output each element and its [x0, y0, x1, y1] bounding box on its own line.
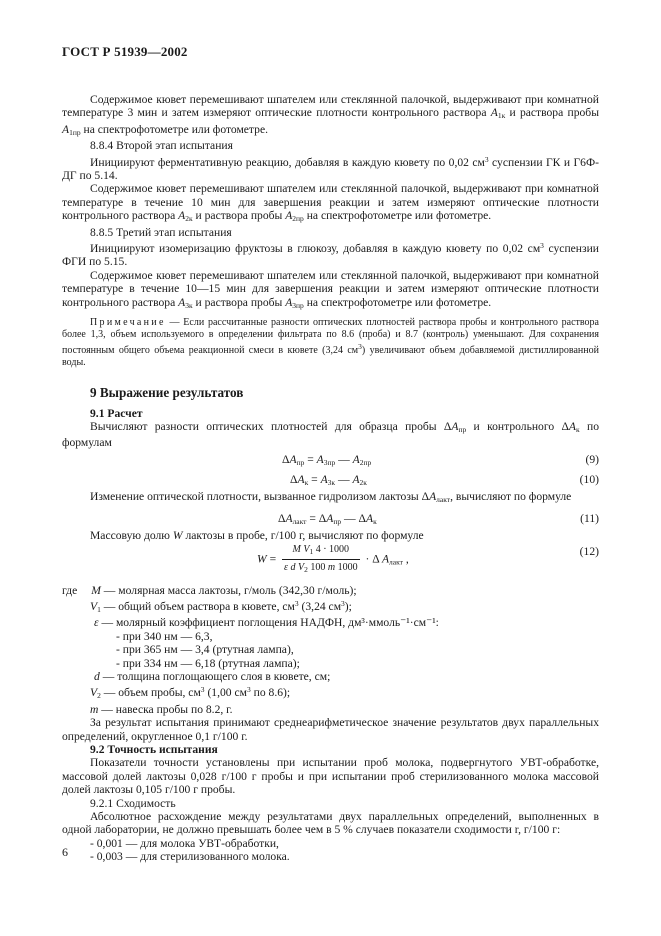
- fraction: $\frac{M V_1 4 \cdot 1000}{\varepsilon d V_2 100 m 1000}$: [284, 543, 358, 574]
- subsection-9-2-1: 9.2.1 Сходимость: [90, 796, 176, 810]
- document-header: ГОСТ Р 51939—2002: [62, 44, 188, 59]
- section-9-title: 9 Выражение результатов: [90, 385, 244, 401]
- paragraph-stage2-measure: Содержимое кювет перемешивают шпателем или стеклянной палочкой, выдерживают при комнатной температуре в течение 10 мин для завершения реакции и затем измеряют оптические плотности контрольного раствора $A_{2к}$ и раствора пробы $A_{2пр}$ на спектрофотометре или фотометре.: [62, 182, 599, 224]
- paragraph-stage3-measure: Содержимое кювет перемешивают шпателем или стеклянной палочкой, выдерживают при комнатной температуре в течение 10—15 мин для завершения реакции и затем измеряют оптические плотности контрольного раствора $A_{3к}$ и раствора пробы $A_{3пр}$ на спектрофотометре или фотометре.: [62, 268, 599, 310]
- subsection-8-8-5: 8.8.5 Третий этап испытания: [90, 225, 232, 239]
- page-content: [62, 93, 599, 864]
- paragraph-stage1-measure: Содержимое кювет перемешивают шпателем или стеклянной палочкой, выдерживают при комнатной температуре 3 мин и затем измеряют оптические плотности контрольного раствора $A_{1к}$ и раствора пробы $A_{1пр}$ на спектрофотометре или фотометре.: [62, 93, 599, 137]
- def-m: m — навеска пробы по 8.2, г.: [90, 702, 233, 716]
- paragraph-mass-fraction: Массовую долю W лактозы в пробе, г/100 г, вычисляют по формуле: [90, 529, 424, 543]
- subsection-8-8-4: 8.8.4 Второй этап испытания: [90, 139, 233, 153]
- paragraph-result: За результат испытания принимают среднеарифметическое значение результатов двух параллельных определений, округленное 0,1 г/100 г.: [62, 716, 599, 743]
- subsection-9-1-title: 9.1 Расчет: [90, 406, 143, 420]
- def-M: где M — молярная масса лактозы, г/моль (342,30 г/моль);: [62, 583, 357, 597]
- def-d: d — толщина поглощающего слоя в кювете, см;: [94, 669, 331, 683]
- paragraph-precision: Показатели точности установлены при испытании проб молока, подвергнутого УВТ-обработке, массовой долей лактозы 0,028 г/100 г пробы и при испытании проб стерилизованного молока массовой долей лактозы 0,105 г/100 г пробы.: [62, 756, 599, 797]
- list-item-uht: - 0,001 — для молока УВТ-обработки,: [90, 836, 279, 850]
- formula-10: $\Delta A_к = A_{3к}$ — $A_{2к}$ (10): [290, 472, 599, 487]
- def-epsilon: ε — молярный коэффициент поглощения НАДФН, дм³·ммоль⁻¹·см⁻¹:: [94, 616, 439, 630]
- equation-number-11: (11): [580, 512, 599, 526]
- list-item-sterilized: - 0,003 — для стерилизованного молока.: [90, 850, 290, 864]
- paragraph-lactose-change: Изменение оптической плотности, вызванное гидролизом лактозы $\Delta A_{лакт}$, вычисляют по формуле: [90, 489, 572, 504]
- formula-12: W = $\frac{M V_1 4 \cdot 1000}{\varepsilon d V_2 100 m 1000}$ · Δ $A_{лакт}$ , (12): [62, 543, 599, 581]
- def-V1: $V_1$ — общий объем раствора в кювете, $см^3$ (3,24 $см^3$);: [90, 598, 352, 614]
- note-paragraph: Примечание — Если рассчитанные разности оптических плотностей раствора пробы и контрольного раствора более 1,3, объем используемого в определении фильтрата по 8.6 (проба) и 8.7 (контроль) уменьшают. Для сохранения постоянным общего объема реакционной смеси в кювете (3,24 $см^3$) увеличивают объем добавляемой дистиллированной воды.: [62, 317, 599, 369]
- paragraph-differences: Вычисляют разности оптических плотностей для образца пробы $\Delta A_{пр}$ и контрольного $\Delta A_к$ по формулам: [62, 419, 599, 450]
- def-epsilon-334: - при 334 нм — 6,18 (ртутная лампа);: [116, 656, 300, 670]
- formula-9: $\Delta A_{пр} = A_{3пр}$ — $A_{2пр}$ (9): [282, 452, 599, 467]
- formula-11: $\Delta A_{лакт} = \Delta A_{пр}$ — $\Delta A_к$ (11): [278, 512, 599, 527]
- equation-number-12: (12): [579, 544, 599, 558]
- equation-number-9: (9): [585, 452, 599, 466]
- equation-number-10: (10): [579, 472, 599, 486]
- def-epsilon-340: - при 340 нм — 6,3,: [116, 629, 213, 643]
- def-V2: $V_2$ — объем пробы, $см^3$ (1,00 $см^3$ по 8.6);: [90, 685, 291, 701]
- paragraph-stage3-init: Инициируют изомеризацию фруктозы в глюкозу, добавляя в каждую кювету по 0,02 $см^3$ суспензии ФГИ по 5.15.: [62, 241, 599, 269]
- variable-definitions: [62, 584, 599, 717]
- page-number: 6: [62, 845, 68, 859]
- paragraph-repeatability: Абсолютное расхождение между результатами двух параллельных определений, выполненных в одной лаборатории, не должно превышать более чем в 5 % случаев показатели сходимости r, г/100 г:: [62, 810, 599, 837]
- paragraph-stage2-init: Инициируют ферментативную реакцию, добавляя в каждую кювету по 0,02 $см^3$ суспензии ГК и Г6Ф-ДГ по 5.14.: [62, 154, 600, 183]
- def-epsilon-365: - при 365 нм — 3,4 (ртутная лампа),: [116, 643, 294, 657]
- subsection-9-2-title: 9.2 Точность испытания: [90, 743, 218, 756]
